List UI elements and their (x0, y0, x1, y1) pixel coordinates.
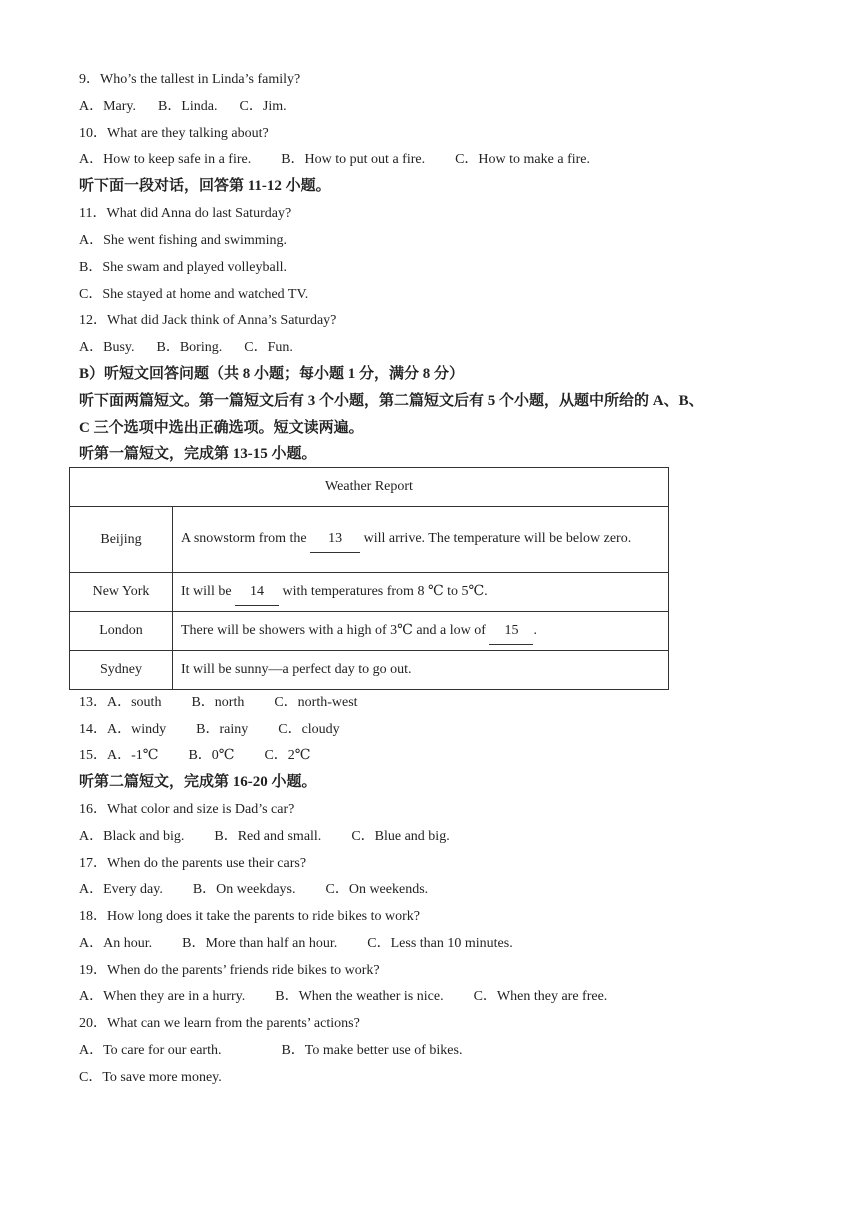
blank-13: 13 (310, 526, 360, 553)
option-c: C．2℃ (264, 748, 311, 763)
city-london: London (70, 612, 173, 651)
question-17-options (79, 880, 428, 900)
question-9: 9．Who’s the tallest in Linda’s family? (79, 72, 301, 87)
question-9-options (79, 97, 287, 117)
city-new-york: New York (70, 573, 173, 612)
option-a: A．windy (107, 722, 167, 737)
option-b: B．0℃ (188, 748, 235, 763)
question-15: 15．A．-1℃ B．0℃ C．2℃ (79, 746, 310, 766)
option-a: A．Busy. (79, 340, 135, 355)
option-b: B．rainy (196, 722, 249, 737)
forecast-sydney: It will be sunny—a perfect day to go out. (173, 651, 669, 690)
forecast-beijing: A snowstorm from the 13 will arrive. The temperature will be below zero. (173, 507, 669, 573)
option-c: C．cloudy (278, 722, 340, 737)
option-c: C．north-west (274, 695, 358, 710)
question-11-option-a: A．She went fishing and swimming. (79, 233, 288, 248)
question-10: 10．What are they talking about? (79, 126, 269, 141)
option-b: B．Boring. (156, 340, 223, 355)
question-10-options (79, 150, 590, 170)
option-a: A．south (107, 695, 162, 710)
question-18-options (79, 934, 513, 954)
table-row (70, 612, 669, 651)
part-b-title: B）听短文回答问题（共 8 小题；每小题 1 分，满分 8 分） (79, 366, 465, 382)
option-c: C．How to make a fire. (455, 152, 591, 167)
question-12-options (79, 338, 293, 358)
option-b: B．When the weather is nice. (275, 989, 444, 1004)
part-b-instructions-1: 听下面两篇短文。第一篇短文后有 3 个小题，第二篇短文后有 5 个小题，从题中所给的 A、B、 (79, 393, 704, 409)
question-11: 11．What did Anna do last Saturday? (79, 206, 292, 221)
section-heading-13-15: 听第一篇短文，完成第 13-15 小题。 (79, 446, 317, 462)
option-b: B．To make better use of bikes. (281, 1043, 463, 1058)
section-heading-16-20: 听第二篇短文，完成第 16-20 小题。 (79, 774, 317, 790)
option-c: C．Blue and big. (351, 829, 450, 844)
table-row (70, 507, 669, 573)
option-b: B．Linda. (158, 99, 218, 114)
option-b: B．north (191, 695, 245, 710)
option-a: A．Mary. (79, 99, 137, 114)
question-11-option-c: C．She stayed at home and watched TV. (79, 287, 309, 302)
part-b-instructions-2: C 三个选项中选出正确选项。短文读两遍。 (79, 420, 364, 436)
option-c: C．On weekends. (325, 882, 429, 897)
table-row (70, 573, 669, 612)
city-sydney: Sydney (70, 651, 173, 690)
option-a: A．How to keep safe in a fire. (79, 152, 252, 167)
option-c: C．Less than 10 minutes. (367, 936, 513, 951)
option-a: A．When they are in a hurry. (79, 989, 246, 1004)
table-title: Weather Report (70, 468, 669, 507)
option-b: B．How to put out a fire. (281, 152, 426, 167)
option-b: B．On weekdays. (192, 882, 296, 897)
question-12: 12．What did Jack think of Anna’s Saturday? (79, 313, 337, 328)
blank-15: 15 (489, 618, 533, 645)
question-17: 17．When do the parents use their cars? (79, 856, 307, 871)
option-a: A．An hour. (79, 936, 153, 951)
question-16: 16．What color and size is Dad’s car? (79, 802, 295, 817)
option-a: A．-1℃ (107, 748, 159, 763)
question-20-option-c: C．To save more money. (79, 1070, 222, 1085)
question-14: 14．A．windy B．rainy C．cloudy (79, 720, 340, 740)
option-c: C．Fun. (244, 340, 293, 355)
option-a: A．Every day. (79, 882, 163, 897)
question-18: 18．How long does it take the parents to ride bikes to work? (79, 909, 420, 924)
option-c: C．Jim. (239, 99, 287, 114)
option-b: B．Red and small. (214, 829, 322, 844)
question-20: 20．What can we learn from the parents’ actions? (79, 1016, 360, 1031)
question-13: 13．A．south B．north C．north-west (79, 693, 358, 713)
question-19: 19．When do the parents’ friends ride bikes to work? (79, 963, 380, 978)
question-19-options (79, 987, 607, 1007)
section-heading-11-12: 听下面一段对话，回答第 11-12 小题。 (79, 178, 331, 194)
option-a: A．To care for our earth. (79, 1043, 222, 1058)
forecast-london: There will be showers with a high of 3℃ and a low of 15 . (173, 612, 669, 651)
question-20-options (79, 1041, 462, 1061)
option-b: B．More than half an hour. (182, 936, 338, 951)
option-c: C．When they are free. (473, 989, 608, 1004)
weather-report-table (69, 467, 669, 690)
city-beijing: Beijing (70, 507, 173, 573)
blank-14: 14 (235, 579, 279, 606)
forecast-new-york: It will be 14 with temperatures from 8 ℃ to 5℃. (173, 573, 669, 612)
table-row (70, 651, 669, 690)
question-11-option-b: B．She swam and played volleyball. (79, 260, 288, 275)
question-16-options (79, 827, 450, 847)
option-a: A．Black and big. (79, 829, 185, 844)
